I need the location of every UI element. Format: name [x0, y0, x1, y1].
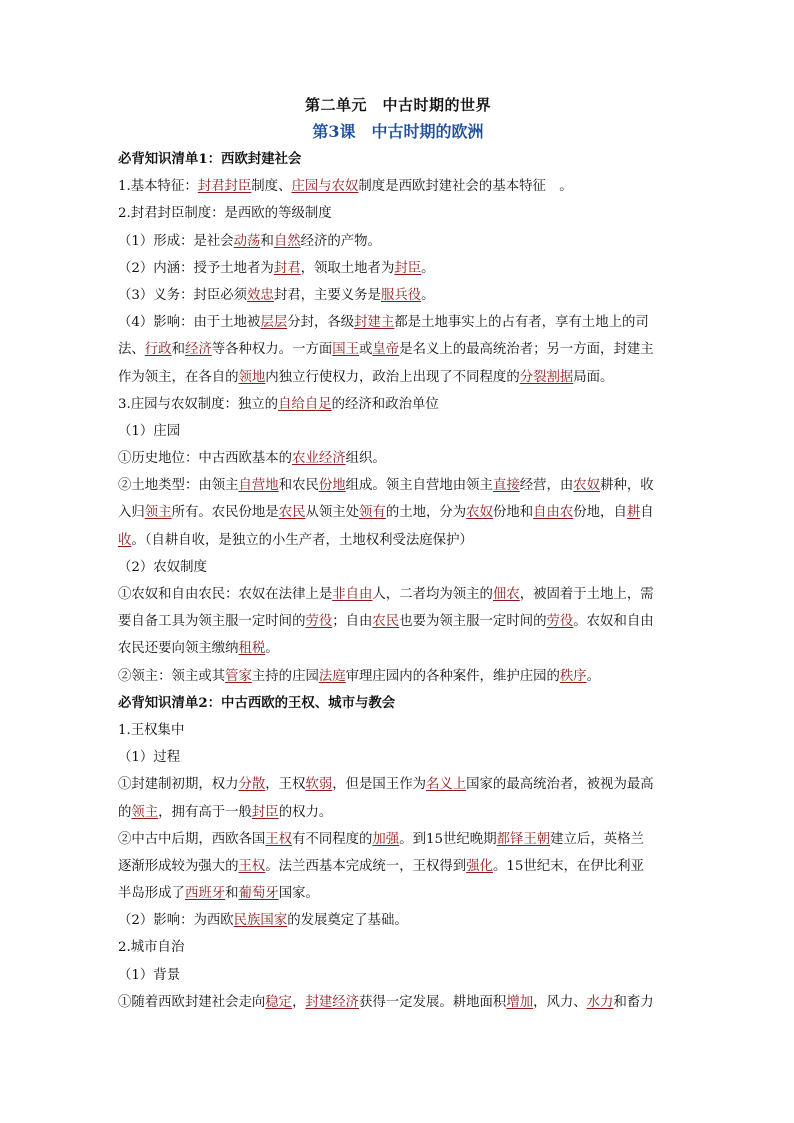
- key-term: 服兵役: [380, 287, 422, 303]
- text-segment: （1）背景: [118, 967, 181, 983]
- key-term: 分散: [238, 777, 266, 793]
- text-line: [118, 418, 678, 445]
- text-segment: 耕种，收: [600, 478, 654, 494]
- key-term: 效忠: [247, 287, 274, 303]
- text-line: [118, 989, 678, 1016]
- text-segment: ，拥有高于一般: [158, 804, 252, 820]
- text-segment: ，被固着于土地上，需: [519, 587, 654, 602]
- text-segment: 和: [171, 342, 185, 358]
- key-term: 自然: [273, 233, 301, 249]
- text-segment: 。: [265, 641, 279, 657]
- key-term: 租税: [238, 641, 266, 657]
- text-segment: ，: [292, 994, 306, 1010]
- key-term: 农业经济: [292, 451, 346, 467]
- key-term: 农奴: [466, 505, 493, 521]
- key-term: 分裂割据: [519, 369, 574, 385]
- key-term: 直接: [492, 478, 520, 494]
- key-term: 庄园与农奴: [291, 179, 359, 195]
- text-line: [118, 445, 678, 472]
- text-segment: 必背知识清单1：西欧封建社会: [118, 151, 302, 167]
- text-line: [118, 282, 678, 309]
- key-term: 秩序: [559, 668, 587, 684]
- key-term: 封建经济: [305, 994, 360, 1010]
- text-segment: 。: [586, 668, 601, 684]
- text-line: [118, 554, 678, 581]
- text-segment: ，王权: [265, 777, 306, 793]
- text-segment: （2）农奴制度: [118, 559, 207, 575]
- text-segment: 国家的最高统治者，被视为最高: [466, 777, 654, 793]
- text-segment: 。: [421, 260, 435, 276]
- text-segment: 。15世纪末，在伊比利亚: [492, 858, 644, 874]
- text-segment: 有不同程度的: [292, 831, 373, 847]
- key-term: 领地: [238, 369, 266, 385]
- text-segment: 审理庄园内的各种案件，维护庄园的: [345, 668, 560, 684]
- text-segment: ②领主：领主或其: [118, 668, 226, 684]
- document-body: [118, 146, 678, 1016]
- key-term: 领有: [359, 505, 386, 521]
- key-term: 民族国家: [233, 913, 288, 929]
- text-segment: 建立后，英格兰: [550, 831, 644, 847]
- text-line: [118, 826, 678, 853]
- key-term: 封臣: [394, 260, 422, 276]
- text-segment: 也要为领主服一定时间的: [399, 614, 547, 630]
- key-term: 领主: [144, 505, 172, 521]
- text-segment: 和农民: [278, 478, 319, 494]
- key-term: 软弱: [305, 777, 333, 793]
- text-segment: 组成。领主自营地由领主: [345, 478, 493, 494]
- key-term: 强化: [466, 858, 493, 874]
- text-line: [118, 255, 678, 282]
- text-segment: （4）影响：由于土地被: [118, 315, 261, 331]
- text-line: [118, 608, 678, 635]
- text-line: [118, 934, 678, 961]
- text-segment: 等各种权力。一方面: [211, 342, 333, 358]
- text-line: [118, 744, 678, 771]
- text-segment: 组织。: [345, 451, 386, 467]
- text-segment: 。农奴和自由: [573, 614, 654, 630]
- text-segment: 获得一定发展。耕地面积: [359, 994, 507, 1010]
- text-segment: 作为领主，在各自的: [118, 369, 239, 385]
- key-term: 封臣: [251, 804, 279, 820]
- key-term: 农奴: [573, 478, 601, 494]
- text-segment: 逐渐形成较为强大的: [118, 858, 239, 874]
- text-segment: ①历史地位：中古西欧基本的: [118, 451, 293, 467]
- text-line: [118, 200, 678, 227]
- key-term: 佃农: [492, 587, 520, 602]
- text-segment: 2.封君封臣制度：是西欧的等级制度: [118, 206, 332, 222]
- text-segment: ①随着西欧封建社会走向: [118, 994, 266, 1010]
- text-segment: （3）义务：封臣必须: [118, 287, 248, 303]
- text-segment: 制度、: [251, 179, 292, 195]
- key-term: 水力: [586, 994, 614, 1010]
- text-segment: ，风力、: [533, 994, 587, 1010]
- key-term: 劳役: [546, 614, 574, 630]
- key-term: 封君: [273, 260, 301, 276]
- text-segment: 都是土地事实上的占有者，享有土地上的司: [394, 315, 649, 331]
- unit-title: 第二单元 中古时期的世界: [304, 96, 491, 114]
- key-term: 自给自足: [278, 396, 332, 412]
- text-line: [118, 717, 678, 744]
- key-term: 份地: [318, 478, 346, 494]
- key-term: 王权: [238, 858, 266, 874]
- key-term: 西班牙: [184, 886, 226, 902]
- text-line: [118, 907, 678, 934]
- text-segment: 是名义上的最高统治者；另一方面，封建主: [399, 342, 654, 358]
- text-segment: ，领取土地者为: [300, 260, 395, 276]
- text-line: [118, 472, 678, 499]
- text-segment: ①农奴和自由农民：农奴在法律上是: [118, 587, 333, 602]
- text-segment: 的经济和政治单位: [331, 396, 439, 412]
- text-segment: 和畜力: [613, 994, 654, 1010]
- text-segment: 主持的庄园: [251, 668, 319, 684]
- text-line: [118, 962, 678, 989]
- text-segment: 自: [640, 505, 654, 521]
- key-term: 农民: [372, 614, 400, 630]
- key-term: 皇帝: [372, 342, 400, 358]
- text-segment: 人，二者均为领主的: [372, 587, 493, 602]
- text-line: [118, 880, 678, 907]
- text-segment: ②中古中后期，西欧各国: [118, 831, 266, 847]
- section-heading: [118, 146, 678, 173]
- text-line: [118, 635, 678, 662]
- text-segment: （1）庄园: [118, 423, 181, 439]
- text-segment: 要自备工具为领主服一定时间的: [118, 614, 306, 630]
- text-segment: 。（自耕自收，是独立的小生产者，土地权利受法庭保护）: [131, 532, 473, 548]
- text-segment: 2.城市自治: [118, 940, 185, 956]
- text-segment: 所有。农民份地是: [171, 505, 279, 521]
- text-line: [118, 663, 678, 690]
- key-term: 加强: [372, 831, 400, 847]
- key-term: 王权: [265, 831, 293, 847]
- key-term: 国王: [332, 342, 360, 358]
- text-line: [118, 336, 678, 363]
- text-segment: 1.王权集中: [118, 722, 185, 738]
- key-term: 葡萄牙: [238, 886, 279, 902]
- text-line: [118, 173, 678, 200]
- text-line: [118, 853, 678, 880]
- key-term: 领主: [131, 804, 159, 820]
- text-segment: ②土地类型：由领主: [118, 478, 239, 494]
- text-segment: 局面。: [573, 369, 614, 385]
- text-segment: 。法兰西基本完成统一，王权得到: [265, 858, 467, 874]
- key-term: 管家: [225, 668, 252, 684]
- key-term: 稳定: [265, 994, 293, 1010]
- key-term: 封建主: [354, 315, 395, 331]
- text-segment: 国家。: [278, 886, 319, 902]
- key-term: 经济: [184, 342, 212, 358]
- text-segment: 份地和: [492, 505, 534, 521]
- text-line: [118, 799, 678, 826]
- text-segment: （2）影响：为西欧: [118, 913, 234, 929]
- text-segment: 的发展奠定了基础。: [287, 913, 408, 929]
- text-line: [118, 309, 678, 336]
- text-segment: 1.基本特征：: [118, 179, 198, 195]
- text-segment: 必背知识清单2：中古西欧的王权、城市与教会: [118, 694, 396, 711]
- key-term: 自营地: [238, 478, 279, 494]
- text-line: [118, 527, 678, 554]
- text-segment: 份地，自: [573, 505, 627, 521]
- key-term: 非自由: [332, 587, 373, 602]
- text-segment: 半岛形成了: [118, 886, 185, 902]
- key-term: 封君封臣: [197, 179, 252, 195]
- text-segment: 3.庄园与农奴制度：独立的: [118, 396, 279, 412]
- text-segment: ①封建制初期，权力: [118, 777, 239, 793]
- document-page: [118, 92, 678, 1016]
- text-segment: 经济的产物。: [300, 233, 381, 249]
- lesson-title: 第3课 中古时期的欧洲: [312, 122, 484, 141]
- text-line: [118, 391, 678, 418]
- text-segment: 和: [260, 233, 274, 249]
- text-line: [118, 581, 678, 608]
- text-segment: 从领主处: [305, 505, 360, 521]
- text-segment: 经营，由: [519, 478, 574, 494]
- key-term: 劳役: [305, 614, 333, 630]
- text-segment: （1）形成：是社会: [118, 233, 234, 249]
- text-segment: 农民还要向领主缴纳: [118, 641, 239, 657]
- key-term: 层层: [260, 315, 288, 331]
- text-segment: 封君，主要义务是: [273, 287, 381, 303]
- text-line: [118, 364, 678, 391]
- key-term: 收: [118, 532, 132, 548]
- text-segment: 制度是西欧封建社会的基本特征 。: [358, 179, 573, 195]
- section-heading: [118, 690, 678, 717]
- key-term: 自由农: [533, 505, 574, 521]
- text-segment: ；自由: [332, 614, 373, 630]
- text-segment: 的权力。: [278, 804, 333, 820]
- text-segment: 。到15世纪晚期: [399, 831, 497, 847]
- text-segment: 内独立行使权力，政治上出现了不同程度的: [265, 369, 520, 385]
- text-segment: 分封，各级: [287, 315, 355, 331]
- text-segment: ，但是国王作为: [332, 777, 426, 793]
- text-line: [118, 228, 678, 255]
- text-segment: 入归: [118, 505, 145, 521]
- text-segment: （1）过程: [118, 750, 181, 766]
- text-line: [118, 771, 678, 798]
- text-line: [118, 499, 678, 526]
- text-segment: （2）内涵：授予土地者为: [118, 260, 274, 276]
- text-segment: 的土地，分为: [385, 505, 467, 521]
- key-term: 法庭: [318, 668, 346, 684]
- key-term: 名义上: [425, 777, 467, 793]
- key-term: 增加: [506, 994, 534, 1010]
- key-term: 农民: [278, 505, 306, 521]
- key-term: 耕: [626, 505, 641, 521]
- key-term: 都铎王朝: [496, 831, 551, 847]
- text-segment: 的: [118, 804, 132, 820]
- text-segment: 。: [421, 287, 435, 303]
- key-term: 行政: [144, 342, 172, 358]
- text-segment: 和: [225, 886, 239, 902]
- text-segment: 或: [359, 342, 373, 358]
- key-term: 动荡: [233, 233, 261, 249]
- text-segment: 法、: [118, 342, 145, 358]
